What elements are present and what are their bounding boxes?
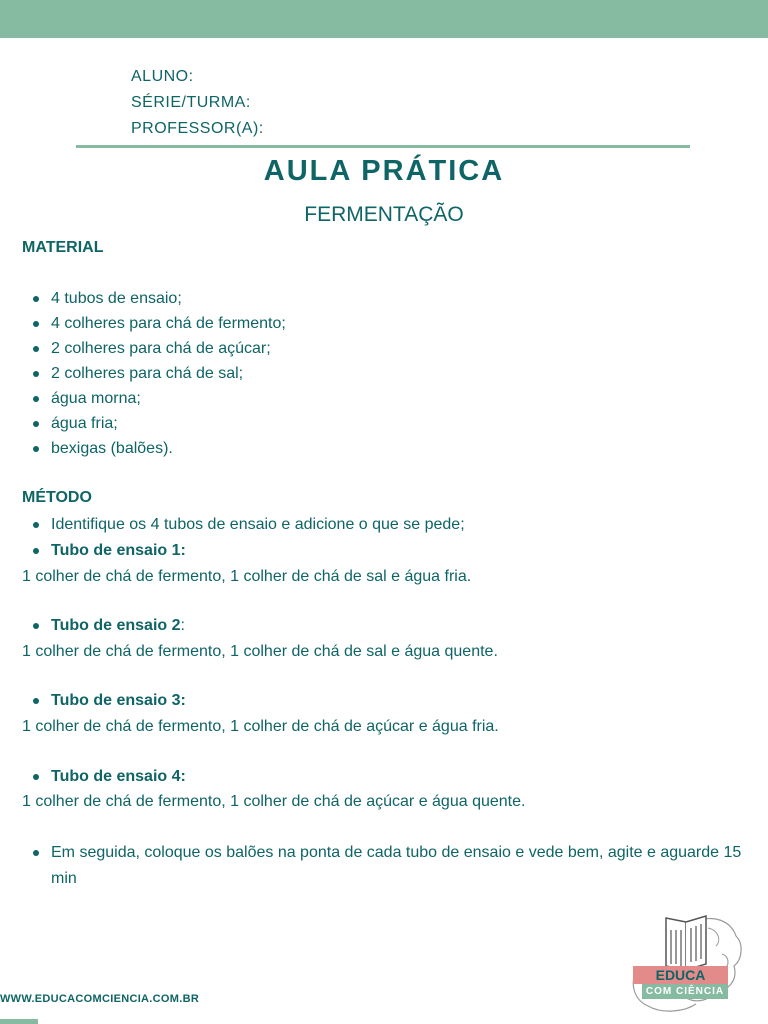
material-list — [22, 286, 286, 461]
footer-url: WWW.EDUCACOMCIENCIA.COM.BR — [0, 993, 200, 1005]
page-subtitle: FERMENTAÇÃO — [304, 203, 464, 226]
final-step: Em seguida, coloque os balões na ponta de cada tubo de ensaio e vede bem, agite e aguarde 15 min — [22, 840, 762, 892]
header-divider — [76, 145, 690, 148]
material-heading: MATERIAL — [22, 239, 104, 256]
tube-title-text: Tubo de ensaio 2 — [51, 617, 181, 634]
teacher-label: PROFESSOR(A): — [131, 120, 264, 137]
material-item: 2 colheres para chá de açúcar; — [22, 336, 286, 361]
material-item: 4 tubos de ensaio; — [22, 286, 286, 311]
tube-title-text: Tubo de ensaio 3: — [51, 692, 186, 709]
tube-1-description: 1 colher de chá de fermento, 1 colher de chá de sal e água fria. — [22, 568, 472, 585]
logo-wordmark: EDUCA — [633, 966, 728, 984]
student-fields — [131, 64, 264, 142]
tube-4-title — [22, 764, 186, 789]
method-intro-list — [22, 512, 465, 537]
material-item: 2 colheres para chá de sal; — [22, 361, 286, 386]
tube-4-description: 1 colher de chá de fermento, 1 colher de chá de açúcar e água quente. — [22, 793, 526, 810]
material-item: água fria; — [22, 411, 286, 436]
class-label: SÉRIE/TURMA: — [131, 94, 251, 111]
student-label: ALUNO: — [131, 68, 194, 85]
tube-title-text: Tubo de ensaio 4: — [51, 768, 186, 785]
material-item: bexigas (balões). — [22, 436, 286, 461]
method-heading: MÉTODO — [22, 489, 92, 506]
material-item: 4 colheres para chá de fermento; — [22, 311, 286, 336]
logo-tagline: COM CIÊNCIA — [642, 984, 728, 999]
logo-icon — [626, 910, 746, 1015]
tube-title-suffix: : — [180, 617, 185, 634]
material-item: água morna; — [22, 386, 286, 411]
method-intro: Identifique os 4 tubos de ensaio e adicione o que se pede; — [22, 512, 465, 537]
tube-2-description: 1 colher de chá de fermento, 1 colher de chá de sal e água quente. — [22, 643, 498, 660]
tube-2-title — [22, 613, 185, 638]
top-band — [0, 0, 768, 38]
page-title: AULA PRÁTICA — [263, 155, 505, 187]
footer-accent-bar — [0, 1019, 38, 1024]
tube-1-title — [22, 538, 186, 563]
tube-title-text: Tubo de ensaio 1: — [51, 542, 186, 559]
tube-3-description: 1 colher de chá de fermento, 1 colher de chá de açúcar e água fria. — [22, 718, 499, 735]
tube-3-title — [22, 688, 186, 713]
